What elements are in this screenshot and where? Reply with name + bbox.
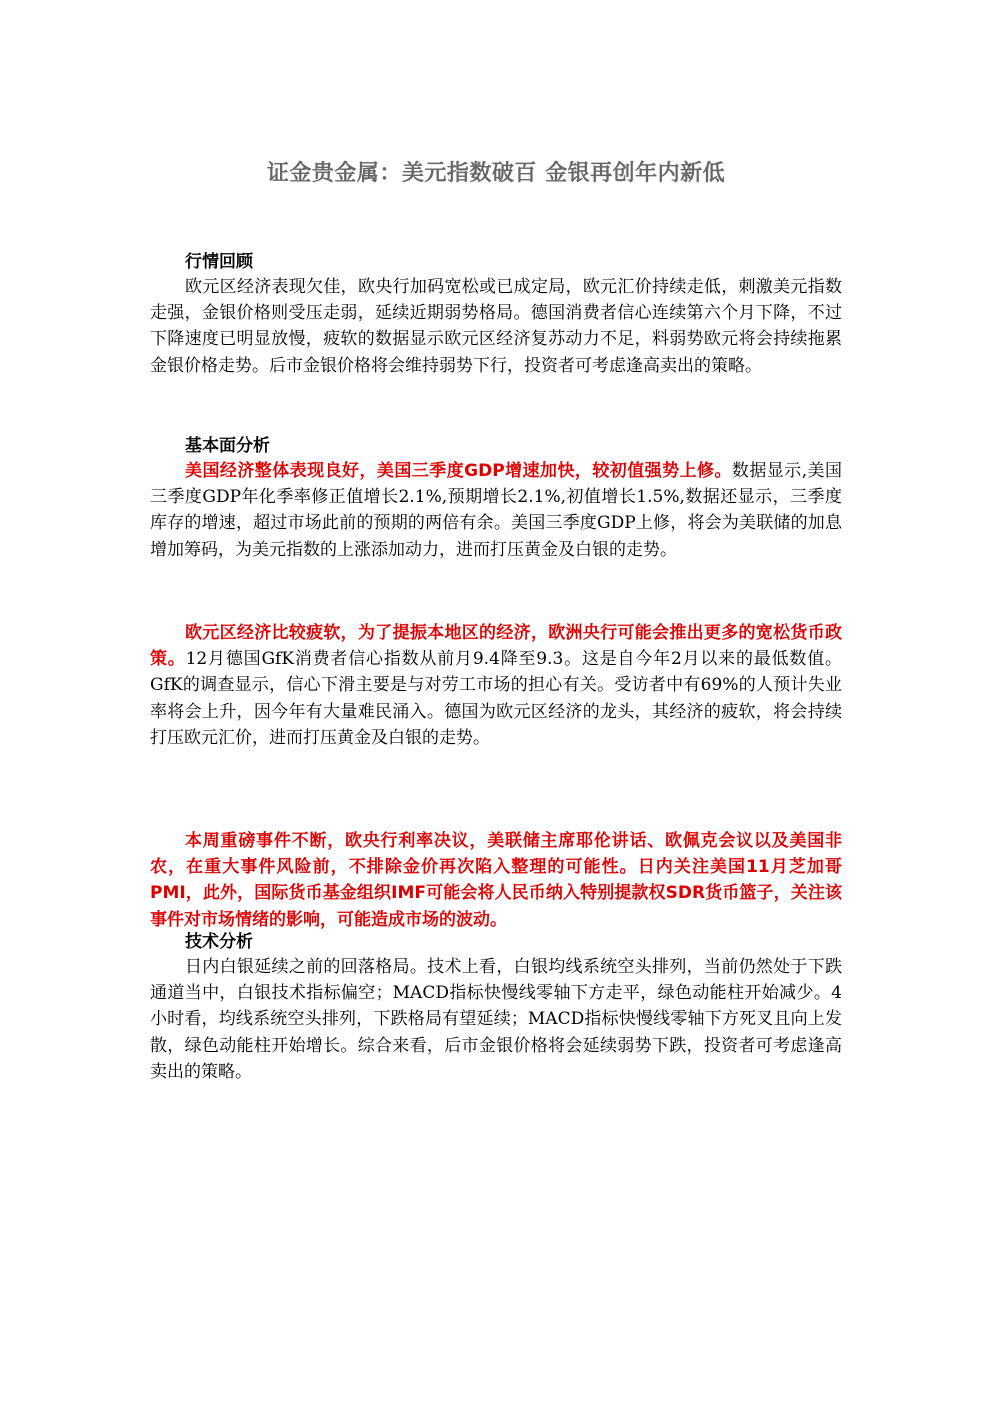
paragraph-text: 欧元区经济表现欠佳，欧央行加码宽松或已成定局，欧元汇价持续走低，刺激美元指数走强，金银价格则受压走弱，延续近期弱势格局。德国消费者信心连续第六个月下降，不过下降速度已明显放慢，疲软的数据显示欧元区经济复苏动力不足，料弱势欧元将会持续拖累金银价格走势。后市金银价格将会维持弱势下行，投资者可考虑逢高卖出的策略。 <box>150 277 842 376</box>
paragraph-technical-analysis <box>150 954 842 1085</box>
paragraph-text: 日内白银延续之前的回落格局。技术上看，白银均线系统空头排列，当前仍然处于下跌通道当中，白银技术指标偏空；MACD指标快慢线零轴下方走平，绿色动能柱开始减少。4小时看，均线系统空头排列，下跌格局有望延续；MACD指标快慢线零轴下方死叉且向上发散，绿色动能柱开始增长。综合来看，后市金银价格将会延续弱势下跌，投资者可考虑逢高卖出的策略。 <box>150 957 842 1082</box>
section-heading-fundamental-analysis: 基本面分析 <box>185 436 270 456</box>
paragraph-highlight: 美国经济整体表现良好，美国三季度GDP增速加快，较初值强势上修。 <box>185 461 732 481</box>
paragraph-weekly-events <box>150 828 842 933</box>
section-heading-technical-analysis: 技术分析 <box>185 932 253 952</box>
paragraph-eurozone-economy <box>150 620 842 751</box>
section-events-paragraph <box>150 828 842 933</box>
paragraph-text: 数据显示,美国三季度GDP年化季率修正值增长2.1%,预期增长2.1%,初值增长1.5%,数据还显示，三季度库存的增速，超过市场此前的预期的两倍有余。美国三季度GDP上修，将会为美联储的加息增加筹码，为美元指数的上涨添加动力，进而打压黄金及白银的走势。 <box>150 461 843 560</box>
section-fundamental-analysis <box>150 434 842 563</box>
section-market-review <box>150 250 842 379</box>
paragraph-us-economy <box>150 458 842 563</box>
section-technical-analysis <box>150 930 842 1085</box>
paragraph-text: 12月德国GfK消费者信心指数从前月9.4降至9.3。这是自今年2月以来的最低数值。GfK的调查显示，信心下滑主要是与对劳工市场的担心有关。受访者中有69%的人预计失业率将会上升，因今年有大量难民涌入。德国为欧元区经济的龙头，其经济的疲软，将会持续打压欧元汇价，进而打压黄金及白银的走势。 <box>150 649 842 748</box>
paragraph-highlight: 本周重磅事件不断，欧央行利率决议，美联储主席耶伦讲话、欧佩克会议以及美国非农，在重大事件风险前，不排除金价再次陷入整理的可能性。日内关注美国11月芝加哥PMI，此外，国际货币基金组织IMF可能会将人民币纳入特别提款权SDR货币篮子，关注该事件对市场情绪的影响，可能造成市场的波动。 <box>150 831 842 930</box>
paragraph-market-review <box>150 274 842 379</box>
page-title: 证金贵金属：美元指数破百 金银再创年内新低 <box>266 161 726 186</box>
section-heading-market-review: 行情回顾 <box>185 252 253 272</box>
section-eurozone-paragraph <box>150 620 842 751</box>
paragraph-highlight: 欧元区经济比较疲软，为了提振本地区的经济，欧洲央行可能会推出更多的宽松货币政策。 <box>150 623 842 670</box>
